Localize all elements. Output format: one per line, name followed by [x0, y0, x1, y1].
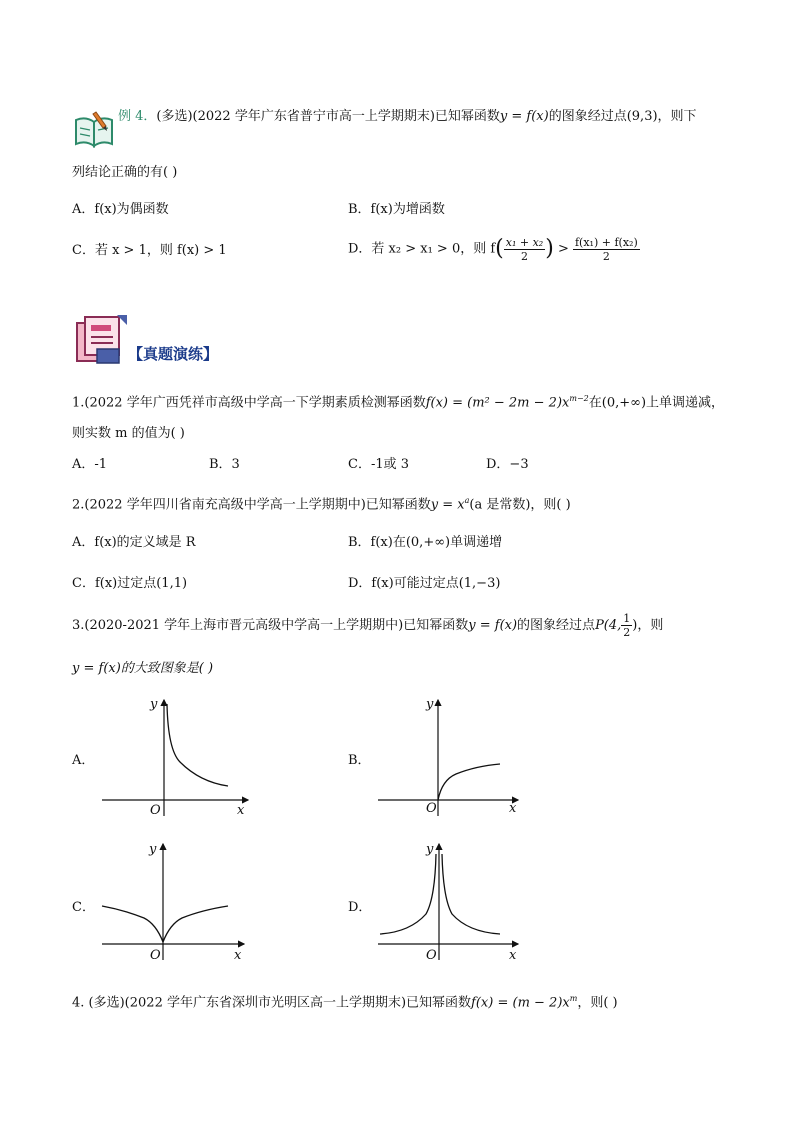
q3-graph-c-x-label: x [234, 948, 242, 963]
q3-option-d: D． [348, 900, 372, 915]
q3-option-c: C． [72, 900, 95, 915]
book-pencil-icon [72, 108, 118, 150]
q1-formula: f(x) = (m² − 2m − 2)x [425, 395, 570, 411]
q1-line1 [72, 390, 724, 412]
curve-right [442, 854, 500, 934]
q3-line1 [72, 608, 663, 644]
q1-stem-end: 在(0,+∞)上单调递减， [588, 395, 725, 411]
q3-graph-c-y-label: y [149, 842, 157, 857]
q2-option-a: A．f(x)的定义域是 R [72, 535, 196, 550]
q3-option-a: A． [72, 753, 95, 768]
q4-line1 [72, 990, 618, 1012]
documents-icon [73, 313, 129, 365]
q3-graph-d-x-label: x [509, 948, 517, 963]
q3-graph-a-x-label: x [237, 803, 245, 818]
q3-graph-c [100, 838, 260, 963]
example4-option-a: A．f(x)为偶函数 [72, 202, 169, 217]
q4-formula: f(x) = (m − 2)x [471, 995, 570, 1011]
q1-option-d: D．−3 [486, 457, 529, 472]
q2-exponent: a [464, 496, 470, 505]
example4-option-d-den1: 2 [520, 249, 528, 263]
q3-graph-a-y-label: y [150, 697, 158, 712]
example4-line1 [118, 108, 697, 126]
curve [167, 704, 228, 786]
q1-option-c: C．-1或 3 [348, 457, 410, 472]
curve-left [380, 854, 436, 934]
q1-option-a: A．-1 [72, 457, 108, 472]
q2-option-b: B．f(x)在(0,+∞)单调递增 [348, 535, 503, 550]
q4-stem: 4. (多选)(2022 学年广东省深圳市光明区高一上学期期末)已知幂函数 [72, 995, 472, 1011]
example4-label: 例 4． [118, 109, 157, 124]
example4-eq: y = f(x) [499, 109, 549, 124]
curve-right [163, 906, 228, 942]
q2-option-c: C．f(x)过定点(1,1) [72, 576, 188, 591]
q3-line2: y = f(x)的大致图象是( ) [72, 661, 214, 676]
example4-line2: 列结论正确的有( ) [72, 165, 178, 180]
q3-option-b: B． [348, 753, 371, 768]
q2-formula: y = x [430, 497, 465, 513]
curve [438, 764, 500, 800]
q3-point-den: 2 [623, 626, 631, 639]
q3-graph-a-o-label: O [150, 803, 161, 818]
example4-suffix: 的图象经过点(9,3)，则下 [548, 109, 697, 124]
q3-point-num: 1 [623, 612, 631, 625]
q3-eq: y = f(x) [468, 618, 518, 633]
q1-exponent: m−2 [569, 394, 589, 403]
q3-stem: 3.(2020-2021 学年上海市晋元高级中学高一上学期期中)已知幂函数 [72, 618, 469, 633]
q3-graph-b-y-label: y [426, 697, 434, 712]
example4-option-d-prefix: D．若 x₂ > x₁ > 0，则 f [348, 241, 496, 257]
example4-option-d-num1: x₁ + x₂ [505, 235, 544, 249]
q3-stem-mid: 的图象经过点 [517, 618, 596, 633]
example4-option-d: D．若 x₂ > x₁ > 0，则 f( $\frac{\text{x₁ + x₂}}{2}$ ) > $\frac{\text{f(x₁) + f(x₂)}}{2}$ [348, 235, 638, 263]
example4-option-c: C．若 x > 1，则 f(x) > 1 [72, 243, 227, 258]
q3-graph-b-o-label: O [426, 801, 437, 816]
q2-line1 [72, 492, 571, 514]
q3-graph-b-x-label: x [509, 801, 517, 816]
q3-point-post: )，则 [632, 618, 664, 633]
q3-graph-d [376, 838, 536, 963]
q3-graph-a [100, 690, 260, 820]
q1-option-b: B．3 [209, 457, 240, 472]
q3-point-prefix: P(4, [595, 618, 622, 633]
q3-graph-d-o-label: O [426, 948, 437, 963]
q1-stem: 1.(2022 学年广西凭祥市高级中学高一下学期素质检测幂函数 [72, 395, 426, 411]
example4-prefix: (多选)(2022 学年广东省普宁市高一上学期期末)已知幂函数 [156, 109, 500, 124]
example4-option-d-den2: 2 [602, 249, 610, 263]
q1-line2: 则实数 m 的值为( ) [72, 426, 185, 441]
section-title: 【真题演练】 [128, 345, 219, 363]
q3-graph-c-o-label: O [150, 948, 161, 963]
q3-graph-d-y-label: y [426, 842, 434, 857]
q4-exponent: m [569, 994, 578, 1003]
example4-option-b: B．f(x)为增函数 [348, 202, 445, 217]
q2-option-d: D．f(x)可能过定点(1,−3) [348, 576, 501, 591]
example4-option-d-gt: > [557, 241, 569, 257]
q4-stem-end: ，则( ) [577, 995, 618, 1011]
q2-stem-end: (a 是常数)，则( ) [469, 497, 571, 513]
example4-option-d-num2: f(x₁) + f(x₂) [574, 235, 638, 249]
curve-left [102, 906, 163, 942]
q2-stem: 2.(2022 学年四川省南充高级中学高一上学期期中)已知幂函数 [72, 497, 431, 513]
